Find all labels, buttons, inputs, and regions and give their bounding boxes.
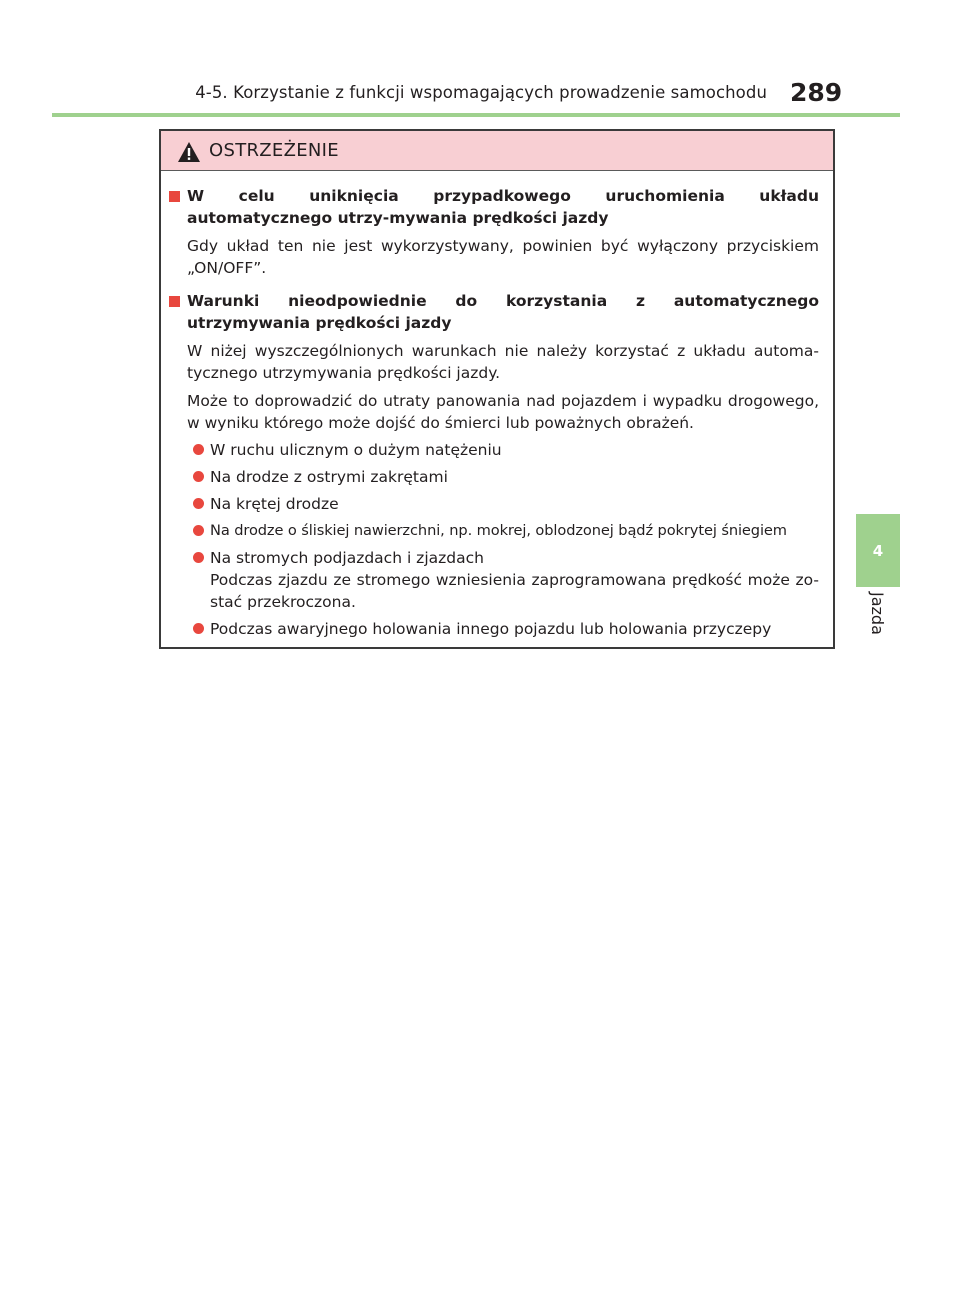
list-item	[161, 493, 833, 515]
list-item	[161, 466, 833, 488]
section-title: 4-5. Korzystanie z funkcji wspomagających prowadzenie samochodu	[195, 83, 767, 102]
chapter-number: 4	[872, 541, 884, 560]
round-bullet-icon	[193, 444, 204, 455]
list-item-text: Na drodze z ostrymi zakrętami	[210, 468, 448, 486]
chapter-label: Jazda	[868, 592, 887, 635]
paragraph: W niżej wyszczególnionych warunkach nie należy korzystać z układu automa-tycznego utrzymywania prędkości jazdy.	[187, 342, 819, 382]
list-item-text: Na drodze o śliskiej nawierzchni, np. mokrej, oblodzonej bądź pokrytej śniegiem	[210, 522, 787, 539]
round-bullet-icon	[193, 525, 204, 536]
list-item	[161, 520, 833, 542]
list-item-text: W ruchu ulicznym o dużym natężeniu	[210, 441, 502, 459]
list-item-note: Podczas zjazdu ze stromego wzniesienia zaprogramowana prędkość może zo-stać przekroczona.	[210, 571, 819, 611]
header-divider	[52, 113, 900, 117]
warning-triangle-icon	[177, 141, 201, 163]
round-bullet-icon	[193, 623, 204, 634]
section-heading	[161, 185, 833, 229]
round-bullet-icon	[193, 552, 204, 563]
square-bullet-icon	[169, 296, 180, 307]
square-bullet-icon	[169, 191, 180, 202]
list-item	[161, 439, 833, 461]
warning-body	[161, 185, 833, 640]
list-item-text: Na stromych podjazdach i zjazdach	[210, 549, 484, 567]
list-item	[161, 618, 833, 640]
round-bullet-icon	[193, 471, 204, 482]
section-heading-text: W celu uniknięcia przypadkowego uruchomienia układu automatycznego utrzy-mywania prędkości jazdy	[187, 187, 819, 227]
section-heading	[161, 290, 833, 334]
list-item-text: Podczas awaryjnego holowania innego pojazdu lub holowania przyczepy	[210, 620, 772, 638]
chapter-tab[interactable]	[856, 514, 900, 587]
warning-header	[161, 131, 833, 171]
paragraph: Może to doprowadzić do utraty panowania nad pojazdem i wypadku drogowego, w wyniku którego może dojść do śmierci lub poważnych obrażeń.	[187, 392, 819, 432]
list-item-text: Na krętej drodze	[210, 495, 339, 513]
paragraph: Gdy układ ten nie jest wykorzystywany, powinien być wyłączony przyciskiem „ON/OFF”.	[187, 237, 819, 277]
list-item	[161, 547, 833, 613]
page-number: 289	[790, 78, 843, 107]
warning-box	[159, 129, 835, 649]
round-bullet-icon	[193, 498, 204, 509]
warning-title: OSTRZEŻENIE	[209, 140, 339, 161]
section-heading-text: Warunki nieodpowiednie do korzystania z automatycznego utrzymywania prędkości jazdy	[187, 292, 819, 332]
